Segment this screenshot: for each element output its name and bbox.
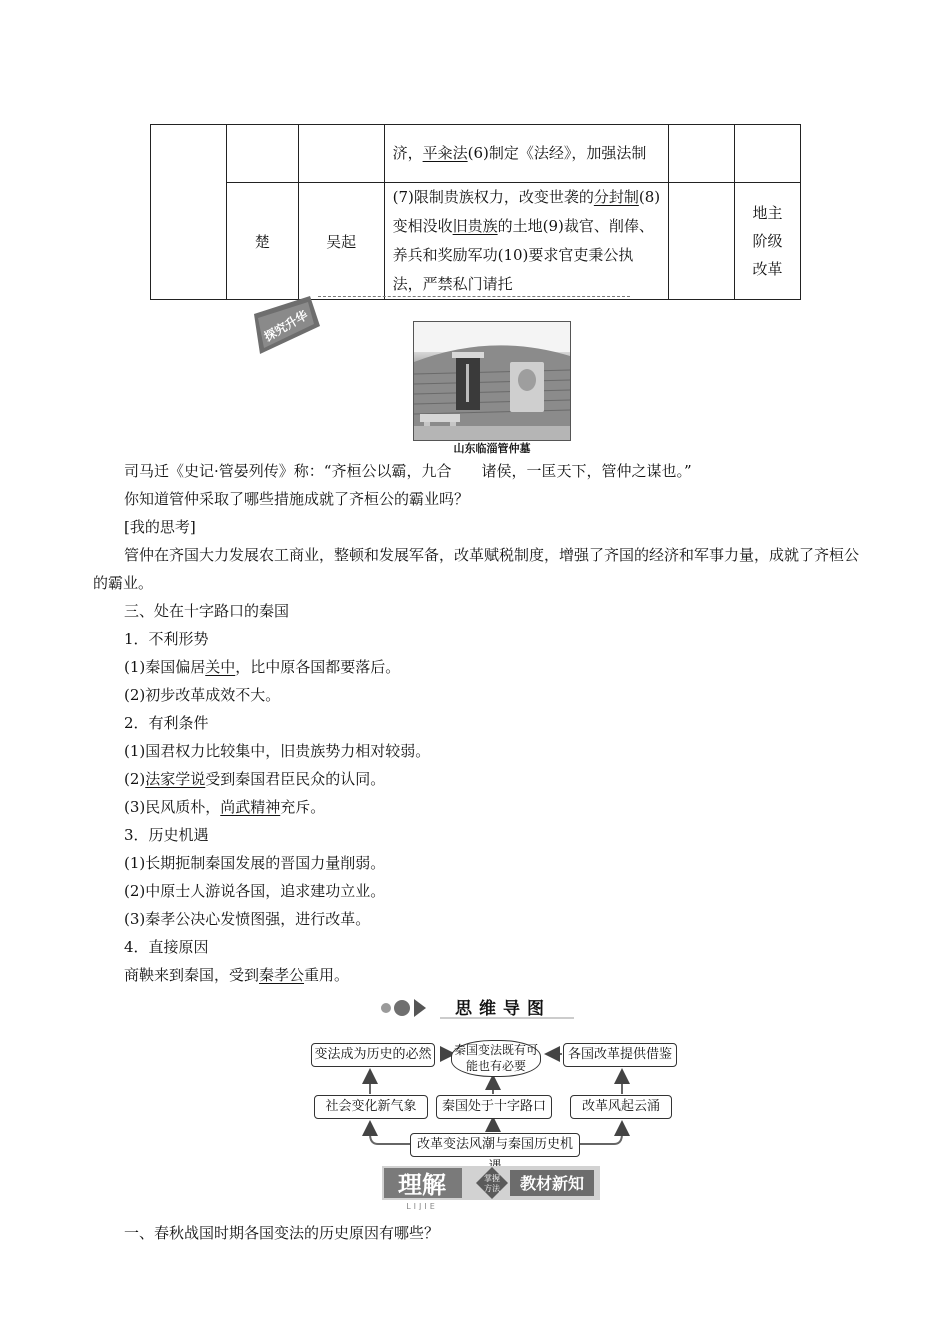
quote-text: 司马迁《史记·管晏列传》称：“齐桓公以霸，九合 诸侯，一匡天下，管仲之谋也。” <box>124 462 692 480</box>
list-item: (3)民风质朴，尚武精神充斥。 <box>124 798 326 816</box>
reform-table <box>150 124 801 300</box>
subheading: 3．历史机遇 <box>124 826 209 844</box>
table-cell-era <box>151 125 227 300</box>
svg-text:教材新知: 教材新知 <box>519 1174 585 1193</box>
list-item: (1)长期扼制秦国发展的晋国力量削弱。 <box>124 854 386 872</box>
table-cell-content: (7)限制贵族权力，改变世袭的分封制(8)变相没收旧贵族的土地(9)裁官、削俸、养兵和奖励军功(10)要求官吏秉公执法，严禁私门请托 <box>384 183 669 300</box>
table-cell-person: 吴起 <box>298 183 384 300</box>
table-cell-state <box>226 125 298 183</box>
list-item: (3)秦孝公决心发愤图强，进行改革。 <box>124 910 371 928</box>
list-item: (2)中原士人游说各国，追求建功立业。 <box>124 882 386 900</box>
mindmap-node-crossroads: 秦国处于十字路口 <box>436 1095 552 1119</box>
table-cell-person <box>298 125 384 183</box>
table-cell-effect <box>669 183 735 300</box>
mindmap-node-reference: 各国改革提供借鉴 <box>563 1043 677 1067</box>
table-row <box>151 183 801 300</box>
divider <box>318 296 630 297</box>
svg-text:思维导图: 思维导图 <box>455 999 551 1019</box>
table-cell-effect <box>669 125 735 183</box>
list-item: 商鞅来到秦国，受到秦孝公重用。 <box>124 966 350 984</box>
svg-text:理解: 理解 <box>398 1171 446 1199</box>
tomb-photo <box>413 321 571 441</box>
subheading: 1．不利形势 <box>124 630 209 648</box>
mindmap-node-reform-wave: 改革风起云涌 <box>570 1095 672 1119</box>
list-item: (1)国君权力比较集中，旧贵族势力相对较弱。 <box>124 742 431 760</box>
table-row <box>151 125 801 183</box>
svg-text:掌握: 掌握 <box>484 1174 500 1183</box>
mindmap-node-center: 秦国变法既有可能也有必要 <box>451 1040 541 1077</box>
table-cell-type <box>735 125 801 183</box>
svg-text:LIJIE: LIJIE <box>406 1202 438 1210</box>
section-banner <box>382 1164 600 1210</box>
question-text: 你知道管仲采取了哪些措施成就了齐桓公的霸业吗？ <box>124 490 470 508</box>
svg-text:探究升华: 探究升华 <box>261 307 311 345</box>
list-item: (2)法家学说受到秦国君臣民众的认同。 <box>124 770 386 788</box>
table-cell-state: 楚 <box>226 183 298 300</box>
subheading: 2．有利条件 <box>124 714 209 732</box>
photo-caption: 山东临淄管仲墓 <box>453 442 531 455</box>
question-heading: 一、春秋战国时期各国变法的历史原因有哪些？ <box>124 1224 440 1242</box>
my-thinking-label: [我的思考] <box>124 518 196 536</box>
section-heading: 三、处在十字路口的秦国 <box>124 602 290 620</box>
subheading: 4．直接原因 <box>124 938 209 956</box>
mindmap-node-new-look: 社会变化新气象 <box>314 1095 428 1119</box>
table-cell-type: 地主阶级改革 <box>735 183 801 300</box>
explore-badge <box>250 296 320 356</box>
mindmap-node-root: 改革变法风潮与秦国历史机 <box>410 1133 580 1157</box>
list-item: (2)初步改革成效不大。 <box>124 686 281 704</box>
mindmap-node-inevitable: 变法成为历史的必然 <box>311 1043 435 1067</box>
table-cell-content: 济，平籴法(6)制定《法经》，加强法制 <box>384 125 669 183</box>
svg-text:方法: 方法 <box>484 1184 500 1193</box>
list-item: (1)秦国偏居关中，比中原各国都要落后。 <box>124 658 401 676</box>
answer-text: 管仲在齐国大力发展农工商业，整顿和发展军备，改革赋税制度，增强了齐国的经济和军事力量，成就了齐桓公的霸业。 <box>93 546 860 592</box>
mindmap-title <box>378 996 578 1020</box>
